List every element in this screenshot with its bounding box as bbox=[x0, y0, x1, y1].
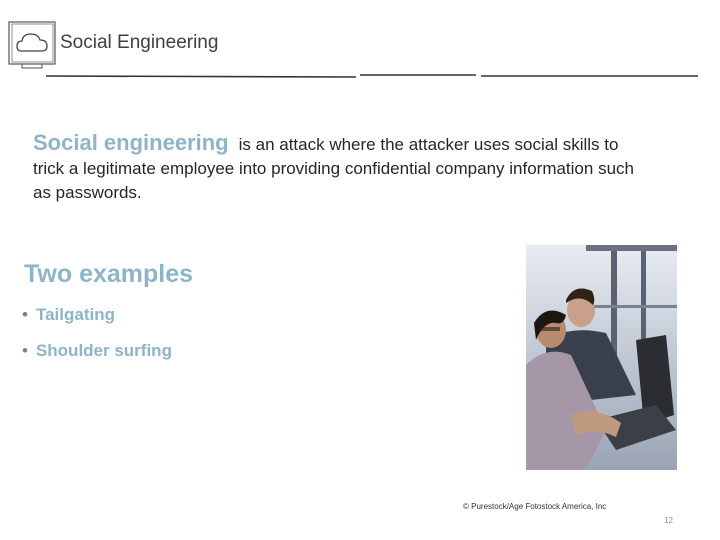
header-divider bbox=[46, 70, 698, 82]
definition-paragraph bbox=[33, 131, 653, 205]
list-item bbox=[22, 303, 172, 339]
page-number: 12 bbox=[664, 516, 673, 525]
example-label: Tailgating bbox=[35, 305, 115, 324]
bullet-icon: • bbox=[22, 305, 28, 324]
definition-text: is an attack where the attacker uses social skills to trick a legitimate employee into providing confidential company information such as passwords. bbox=[33, 135, 634, 202]
list-item bbox=[22, 339, 172, 375]
cloud-monitor-icon bbox=[7, 20, 57, 72]
bullet-icon: • bbox=[22, 341, 28, 360]
examples-heading: Two examples bbox=[24, 260, 194, 288]
office-workers-photo bbox=[526, 245, 677, 470]
photo-credit: © Purestock/Age Fotostock America, Inc bbox=[463, 502, 607, 511]
examples-list bbox=[22, 303, 172, 375]
example-label: Shoulder surfing bbox=[35, 341, 172, 360]
slide-title: Social Engineering bbox=[60, 32, 219, 53]
definition-term: Social engineering bbox=[33, 130, 229, 155]
